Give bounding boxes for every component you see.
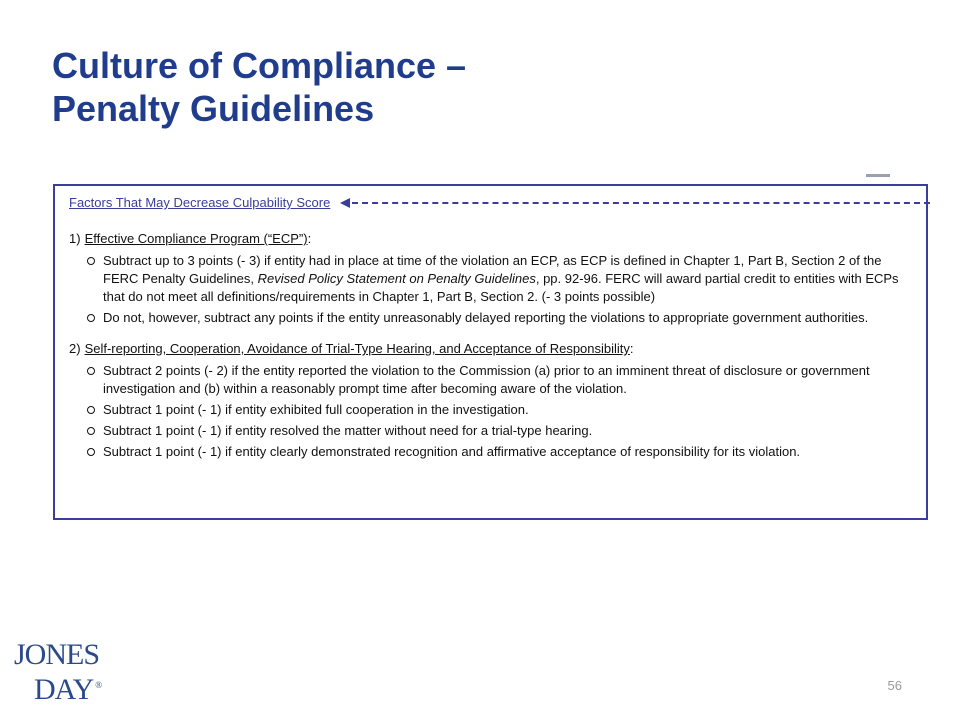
section-heading [69, 230, 912, 248]
list-item: Subtract 2 points (- 2) if the entity reported the violation to the Commission (a) prior to an imminent threat of disclosure or government investigation and (b) within a reasonably prompt time after becoming aware of the violation. [87, 362, 912, 398]
bullet-text-post: , pp. 92-96. FERC will award partial credit to entities with ECPs that do not meet all definitions/requirements in Chapter 1, Part B, Section 2. (- 3 points possible) [103, 271, 899, 304]
logo-line-1: JONES [14, 638, 100, 671]
box-body [69, 230, 912, 474]
list-item: Subtract 1 point (- 1) if entity resolved the matter without need for a trial-type hearing. [87, 422, 912, 440]
section-suffix: : [307, 231, 312, 246]
section-number: 1) [69, 231, 81, 246]
arrow-left-icon [340, 198, 930, 208]
list-item: Subtract 1 point (- 1) if entity clearly demonstrated recognition and affirmative acceptance of responsibility for its violation. [87, 443, 912, 461]
slide-title-line-1: Culture of Compliance – [52, 45, 467, 86]
corner-mark [866, 174, 890, 177]
logo-line-2 [34, 670, 101, 705]
section-effective-compliance-program [69, 230, 912, 327]
bullet-list [69, 362, 912, 461]
slide-title-line-2: Penalty Guidelines [52, 88, 375, 130]
list-item: Do not, however, subtract any points if the entity unreasonably delayed reporting the violations to appropriate government authorities. [87, 309, 912, 327]
bullet-text-pre: Subtract up to 3 points (- 3) if entity had in place at time of the violation an ECP, as ECP is defined in Chapter 1, Part B, Section 2 of the FERC Penalty Guidelines, [103, 253, 882, 286]
page-number: 56 [887, 678, 902, 693]
list-item: Subtract 1 point (- 1) if entity exhibited full cooperation in the investigation. [87, 401, 912, 419]
box-heading: Factors That May Decrease Culpability Score [69, 195, 331, 210]
logo-line-2-text: DAY [34, 673, 94, 706]
section-suffix: : [629, 341, 634, 356]
section-self-reporting [69, 340, 912, 461]
jones-day-logo [14, 640, 101, 705]
box-heading-row [69, 195, 926, 210]
slide-title [52, 44, 466, 130]
culpability-factors-box [53, 184, 928, 520]
section-heading [69, 340, 912, 358]
list-item [87, 252, 912, 306]
bullet-text-italic: Revised Policy Statement on Penalty Guidelines [257, 271, 536, 286]
section-number: 2) [69, 341, 81, 356]
logo-registered-mark: ® [95, 680, 102, 690]
section-title: Effective Compliance Program (“ECP”) [84, 231, 308, 246]
bullet-list [69, 252, 912, 327]
section-title: Self-reporting, Cooperation, Avoidance of Trial-Type Hearing, and Acceptance of Responsibility [84, 341, 630, 356]
